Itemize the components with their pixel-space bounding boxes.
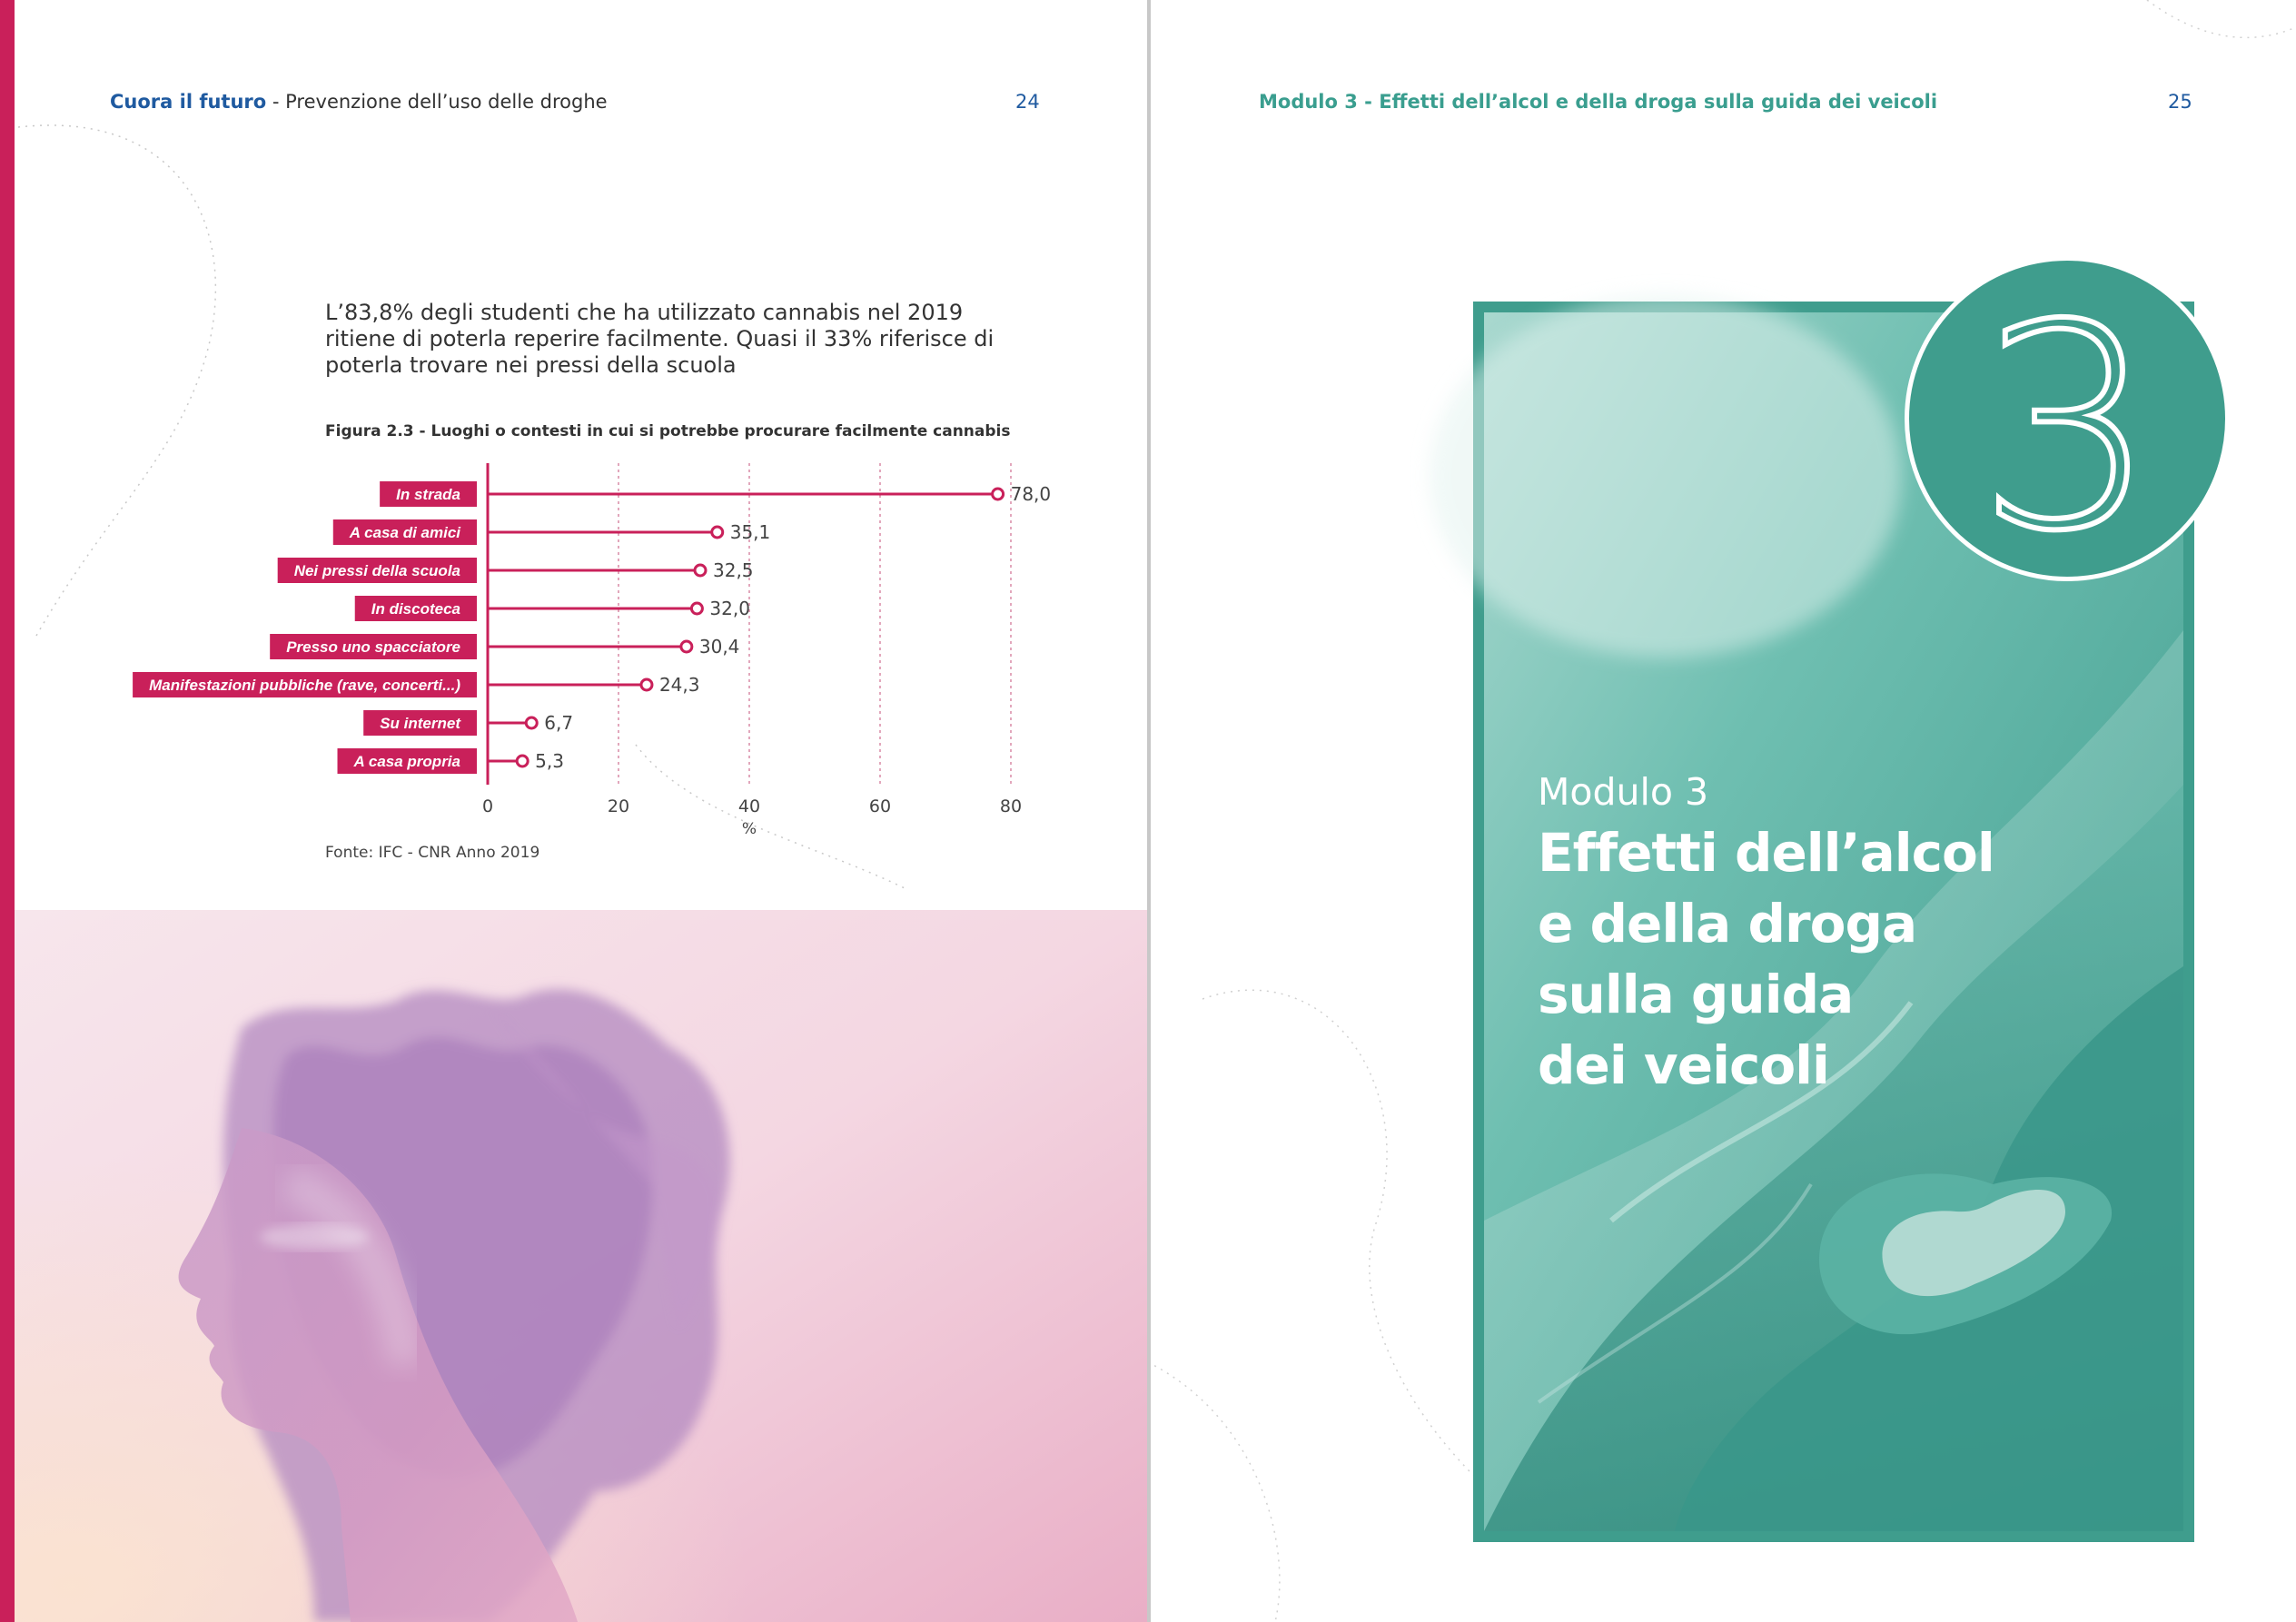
lollipop-chart bbox=[127, 463, 1052, 838]
data-point bbox=[681, 641, 692, 652]
category-label: Manifestazioni pubbliche (rave, concerti...) bbox=[149, 677, 460, 694]
category-label: In strada bbox=[396, 486, 460, 503]
data-point bbox=[993, 489, 1004, 499]
x-tick-label: 20 bbox=[607, 796, 630, 816]
x-axis-label: % bbox=[741, 820, 757, 838]
data-label: 6,7 bbox=[544, 712, 574, 734]
page-number-left: 24 bbox=[1015, 91, 1040, 113]
data-label: 35,1 bbox=[729, 521, 771, 543]
category-label: Presso uno spacciatore bbox=[286, 638, 460, 656]
data-label: 78,0 bbox=[1010, 483, 1052, 505]
module-title bbox=[1538, 817, 1994, 1101]
data-point bbox=[517, 756, 528, 766]
running-head-title: Cuora il futuro bbox=[110, 91, 267, 113]
x-tick-label: 40 bbox=[737, 796, 761, 816]
category-label: Su internet bbox=[380, 715, 460, 732]
data-point bbox=[691, 603, 702, 614]
category-label: In discoteca bbox=[371, 600, 460, 618]
page-edge-bar bbox=[0, 0, 15, 1622]
running-head-subtitle: - Prevenzione dell’uso delle droghe bbox=[266, 91, 608, 113]
module-label: Modulo 3 bbox=[1538, 770, 1709, 814]
data-point bbox=[712, 527, 723, 538]
module-title-line: dei veicoli bbox=[1538, 1034, 1829, 1096]
intro-paragraph: L’83,8% degli studenti che ha utilizzato cannabis nel 2019 ritiene di poterla reperire facilmente. Quasi il 33% riferisce di poterla trovare nei pressi della scuola bbox=[325, 300, 995, 378]
x-tick-label: 80 bbox=[999, 796, 1023, 816]
module-title-line: Effetti dell’alcol bbox=[1538, 822, 1994, 884]
module-title-line: sulla guida bbox=[1538, 964, 1854, 1025]
data-point bbox=[526, 717, 537, 728]
data-label: 24,3 bbox=[658, 674, 700, 696]
category-label: A casa di amici bbox=[349, 524, 460, 541]
running-head-left bbox=[110, 91, 608, 113]
running-head-right: Modulo 3 - Effetti dell’alcol e della droga sulla guida dei veicoli bbox=[1259, 91, 1938, 113]
data-label: 32,0 bbox=[709, 598, 750, 619]
module-number-badge bbox=[1905, 256, 2230, 593]
figure-caption: Figura 2.3 - Luoghi o contesti in cui si potrebbe procurare facilmente cannabis bbox=[325, 422, 1011, 440]
page-number-right: 25 bbox=[2168, 91, 2192, 113]
module-number-glyph bbox=[1909, 261, 2225, 593]
data-point bbox=[641, 679, 652, 690]
data-label: 30,4 bbox=[698, 636, 740, 658]
category-label: A casa propria bbox=[353, 753, 460, 770]
x-tick-label: 60 bbox=[868, 796, 892, 816]
module-title-line: e della droga bbox=[1538, 893, 1917, 954]
category-label: Nei pressi della scuola bbox=[293, 562, 460, 579]
x-tick-label: 0 bbox=[481, 796, 494, 816]
book-spine bbox=[1147, 0, 1151, 1622]
data-point bbox=[695, 565, 706, 576]
data-label: 5,3 bbox=[535, 750, 564, 772]
module-number: 3 bbox=[1977, 265, 2157, 593]
data-label: 32,5 bbox=[713, 559, 754, 581]
watercolor-portrait-image bbox=[15, 910, 1148, 1622]
source-note: Fonte: IFC - CNR Anno 2019 bbox=[325, 844, 540, 862]
